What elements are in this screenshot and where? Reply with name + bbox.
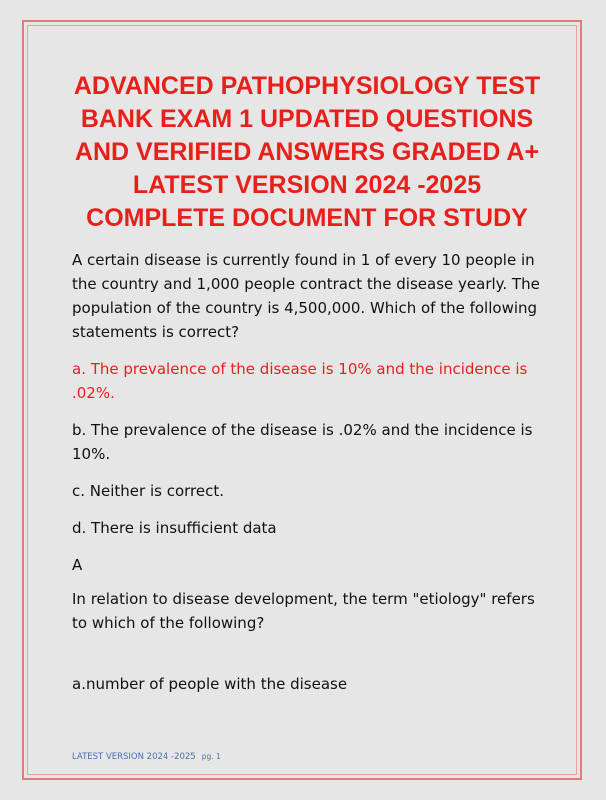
blank-line bbox=[72, 635, 542, 659]
question-1-answer: A bbox=[72, 556, 83, 574]
question-1-option-b: b. The prevalence of the disease is .02% and the incidence is 10%. bbox=[72, 421, 533, 463]
document-title: ADVANCED PATHOPHYSIOLOGY TEST BANK EXAM 1 UPDATED QUESTIONS AND VERIFIED ANSWERS GRADED A+ LATEST VERSION 2024 -2025 COMPLETE DOCUMENT FOR STUDY bbox=[73, 72, 541, 232]
question-1-text: A certain disease is currently found in 1 of every 10 people in the country and 1,000 people contract the disease yearly. The population of the country is 4,500,000. Which of the following statements is correct? bbox=[72, 251, 540, 341]
footer-version: LATEST VERSION 2024 -2025 bbox=[72, 752, 196, 762]
page-content bbox=[72, 70, 542, 696]
question-1-option-d: d. There is insufficient data bbox=[72, 519, 277, 537]
question-1-option-a: a. The prevalence of the disease is 10% and the incidence is .02%. bbox=[72, 360, 528, 402]
page-footer bbox=[72, 752, 221, 762]
question-2-option-a: a.number of people with the disease bbox=[72, 675, 348, 693]
question-2-text: In relation to disease development, the term "etiology" refers to which of the following? bbox=[72, 590, 535, 632]
footer-page-number: pg. 1 bbox=[201, 752, 221, 761]
question-1-option-c: c. Neither is correct. bbox=[72, 482, 224, 500]
